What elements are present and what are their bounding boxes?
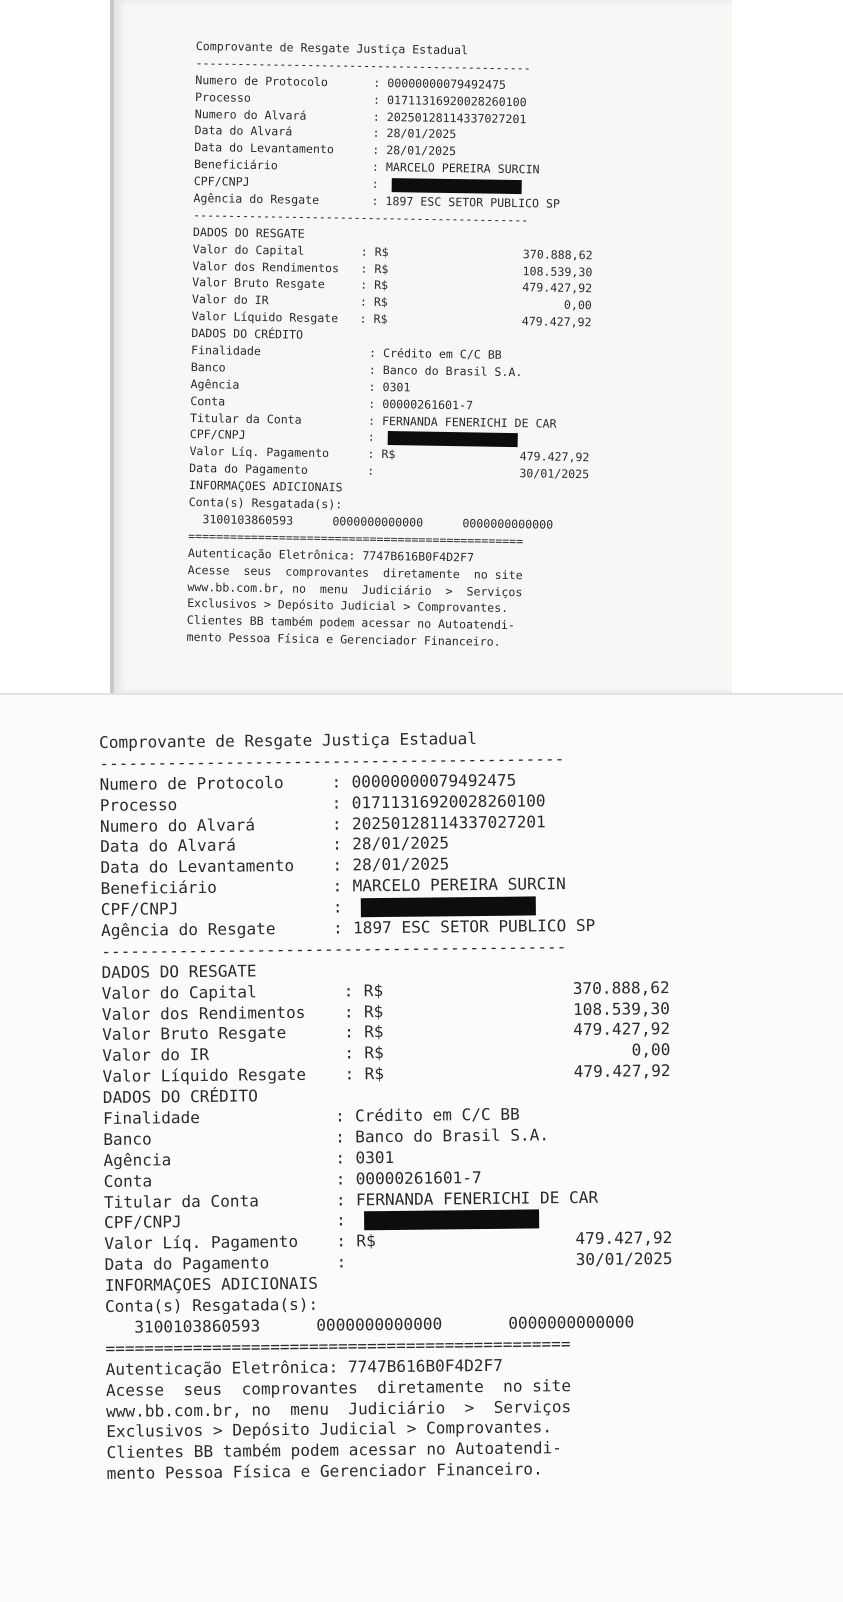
field-row: Finalidade : Crédito em C/C BB: [190, 342, 502, 362]
amount-row: Valor Bruto Resgate : R$ 479.427,92: [192, 275, 593, 296]
field-row: Agência do Resgate : 1897 ESC SETOR PUBLICO SP: [193, 190, 561, 211]
field-value: 28/01/2025: [386, 143, 457, 159]
redaction-bar: [392, 178, 522, 194]
amount-value: 479.427,92: [521, 314, 592, 330]
field-row: Numero de Protocolo : 00000000079492475: [195, 72, 507, 92]
field-label: Numero do Alvará: [99, 814, 256, 836]
field-value: 0301: [382, 379, 411, 395]
field-value: 00000261601-7: [382, 396, 474, 413]
amount-value: 479.427,92: [573, 1019, 671, 1040]
field-label: Data do Alvará: [100, 836, 236, 857]
currency: R$: [363, 1001, 384, 1021]
payment-date-label: Data do Pagamento: [104, 1253, 270, 1275]
currency: R$: [374, 244, 389, 259]
amount-label: Valor Bruto Resgate: [192, 275, 325, 292]
amount-value: 108.539,30: [522, 263, 593, 279]
authentication-code: Autenticação Eletrônica: 7747B616B0F4D2F7: [105, 1355, 504, 1379]
field-row: Conta : 00000261601-7: [103, 1167, 482, 1191]
receipt-title: Comprovante de Resgate Justiça Estadual: [99, 729, 478, 752]
authentication-code: Autenticação Eletrônica: 7747B616B0F4D2F7: [187, 545, 475, 565]
field-label: Data do Alvará: [194, 123, 293, 139]
field-label: CPF/CNPJ: [193, 174, 250, 189]
footer-line: www.bb.com.br, no menu Judiciário > Serviços: [106, 1396, 572, 1421]
amount-label: Valor do Capital: [101, 982, 257, 1003]
field-label: Processo: [194, 89, 252, 105]
field-row: Beneficiário : MARCELO PEREIRA SURCIN: [100, 874, 566, 899]
field-value: MARCELO PEREIRA SURCIN: [352, 874, 566, 896]
dash-separator: ------------------------------------------------: [195, 55, 531, 76]
currency: R$: [363, 980, 384, 1000]
footer-line: mento Pessoa Física e Gerenciador Financeiro.: [186, 630, 501, 650]
field-label: Titular da Conta: [103, 1190, 260, 1212]
amount-row: Valor do Capital : R$ 370.888,62: [192, 241, 593, 262]
dash-separator: ------------------------------------------------: [99, 749, 565, 773]
currency: R$: [374, 261, 389, 276]
currency: R$: [381, 447, 396, 462]
field-row: Numero do Alvará : 20250128114337027201: [99, 811, 546, 836]
amount-row: Valor dos Rendimentos : R$ 108.539,30: [192, 258, 593, 279]
field-label: Beneficiário: [100, 878, 218, 899]
field-row: Titular da Conta : FERNANDA FENERICHI DE CAR: [103, 1187, 599, 1212]
currency: R$: [356, 1231, 376, 1251]
section-heading: INFORMAÇOES ADICIONAIS: [188, 478, 343, 495]
amount-row: Valor dos Rendimentos : R$ 108.539,30: [101, 998, 671, 1024]
field-label: Numero do Alvará: [194, 106, 307, 123]
footer-line: Clientes BB também podem acessar no Autoatendi-: [106, 1438, 563, 1463]
currency: R$: [373, 312, 388, 327]
amount-row: Valor do IR : R$ 0,00: [191, 292, 592, 313]
field-value: FERNANDA FENERICHI DE CAR: [381, 413, 557, 431]
field-label: Banco: [103, 1129, 152, 1149]
footer-line: Clientes BB também podem acessar no Autoatendi-: [186, 613, 515, 633]
field-row: Numero de Protocolo : 00000000079492475: [99, 770, 517, 794]
amount-label: Valor Líquido Resgate: [191, 309, 339, 326]
field-row: CPF/CNPJ :: [104, 1206, 824, 1234]
field-label: Finalidade: [190, 342, 262, 359]
field-value: 1897 ESC SETOR PUBLICO SP: [385, 194, 561, 211]
conta-number: 0000000000000: [316, 1314, 443, 1335]
field-label: Conta: [103, 1171, 153, 1191]
dash-separator: ------------------------------------------------: [193, 207, 529, 228]
footer-line: Exclusivos > Depósito Judicial > Comprovantes.: [187, 596, 509, 616]
payment-date: 30/01/2025: [519, 466, 590, 482]
amount-row: Valor Bruto Resgate : R$ 479.427,92: [102, 1019, 671, 1045]
field-value: 00000261601-7: [355, 1167, 482, 1189]
field-value: 01711316920028260100: [351, 791, 546, 813]
amount-value: 108.539,30: [572, 998, 671, 1019]
field-label: Processo: [99, 794, 178, 815]
field-label: Agência do Resgate: [100, 919, 276, 941]
payment-label: Valor Líq. Pagamento: [104, 1232, 299, 1254]
amount-value: 370.888,62: [572, 977, 670, 998]
amount-label: Valor dos Rendimentos: [192, 258, 340, 275]
payment-date-row: Data do Pagamento : 30/01/2025: [189, 461, 590, 482]
payment-amount: 479.427,92: [575, 1228, 673, 1249]
field-row: Processo : 01711316920028260100: [99, 791, 546, 815]
field-label: Agência: [190, 376, 240, 392]
contas-label: Conta(s) Resgatada(s):: [188, 494, 343, 512]
field-label: Finalidade: [102, 1107, 201, 1129]
amount-label: Valor do IR: [102, 1045, 210, 1066]
field-row: Banco : Banco do Brasil S.A.: [103, 1125, 550, 1149]
field-label: Numero de Protocolo: [195, 72, 329, 89]
field-label: Data do Levantamento: [100, 856, 295, 878]
field-value: 0301: [355, 1147, 395, 1168]
receipt-title: Comprovante de Resgate Justiça Estadual: [195, 38, 469, 58]
amount-value: 479.427,92: [522, 280, 593, 296]
amount-value: 0,00: [631, 1040, 671, 1060]
field-row: Processo : 01711316920028260100: [194, 89, 527, 109]
background-left: [0, 0, 110, 693]
field-row: Numero do Alvará : 20250128114337027201: [194, 106, 527, 126]
field-row: CPF/CNPJ :: [190, 426, 750, 452]
field-label: CPF/CNPJ: [189, 427, 246, 443]
currency: R$: [364, 1064, 385, 1084]
amount-value: 479.427,92: [573, 1061, 671, 1082]
field-value: 20250128114337027201: [386, 109, 527, 126]
field-label: Beneficiário: [193, 157, 278, 173]
section-heading: INFORMAÇOES ADICIONAIS: [104, 1273, 319, 1296]
field-row: Data do Alvará : 28/01/2025: [100, 833, 450, 857]
field-row: Agência : 0301: [190, 376, 411, 395]
payment-label: Valor Líq. Pagamento: [189, 444, 330, 461]
receipt-photo-bottom: [0, 693, 843, 1602]
contas-label: Conta(s) Resgatada(s):: [104, 1294, 319, 1317]
field-row: Data do Levantamento : 28/01/2025: [194, 140, 457, 159]
field-row: Conta : 00000261601-7: [190, 393, 474, 413]
amount-value: 370.888,62: [522, 246, 593, 262]
currency: R$: [373, 295, 388, 310]
amount-label: Valor do IR: [191, 292, 269, 308]
currency: R$: [364, 1022, 384, 1042]
amount-label: Valor do Capital: [192, 241, 305, 258]
currency: R$: [364, 1043, 384, 1063]
field-value: Crédito em C/C BB: [382, 346, 502, 362]
section-heading: DADOS DO RESGATE: [192, 224, 305, 241]
payment-date-label: Data do Pagamento: [189, 461, 309, 478]
field-label: Banco: [190, 359, 226, 375]
field-row: Agência : 0301: [103, 1147, 395, 1170]
payment-amount: 479.427,92: [519, 449, 590, 465]
redaction-bar: [388, 431, 518, 447]
field-value: Banco do Brasil S.A.: [382, 362, 523, 380]
equals-separator: ================================================: [188, 528, 524, 549]
field-value: Crédito em C/C BB: [354, 1104, 520, 1126]
field-row: Agência do Resgate : 1897 ESC SETOR PUBLICO SP: [100, 915, 596, 941]
amount-label: Valor Bruto Resgate: [102, 1023, 287, 1045]
field-value: 28/01/2025: [352, 854, 450, 875]
payment-value-row: Valor Líq. Pagamento : R$ 479.427,92: [104, 1228, 673, 1254]
amount-row: Valor Líquido Resgate : R$ 479.427,92: [191, 309, 592, 330]
redaction-bar: [361, 897, 536, 918]
field-row: Finalidade : Crédito em C/C BB: [102, 1104, 520, 1129]
field-value: 00000000079492475: [387, 75, 507, 92]
conta-number: 0000000000000: [462, 516, 554, 532]
equals-separator: ================================================: [105, 1333, 571, 1358]
payment-date: 30/01/2025: [575, 1249, 673, 1270]
footer-line: Acesse seus comprovantes diretamente no site: [187, 562, 523, 582]
payment-date-row: Data do Pagamento : 30/01/2025: [104, 1249, 673, 1275]
field-label: Numero de Protocolo: [99, 772, 284, 794]
field-label: CPF/CNPJ: [100, 899, 179, 920]
conta-number: 0000000000000: [508, 1312, 635, 1333]
field-row: Banco : Banco do Brasil S.A.: [190, 359, 523, 380]
conta-number: 0000000000000: [332, 514, 424, 530]
field-label: Agência do Resgate: [193, 190, 320, 207]
amount-label: Valor dos Rendimentos: [101, 1002, 306, 1024]
conta-number: 3100103860593: [134, 1316, 261, 1337]
field-label: Data do Levantamento: [194, 140, 334, 157]
field-value: FERNANDA FENERICHI DE CAR: [355, 1187, 599, 1209]
field-value: MARCELO PEREIRA SURCIN: [385, 160, 540, 177]
field-row: Beneficiário : MARCELO PEREIRA SURCIN: [193, 157, 540, 177]
amount-row: Valor do Capital : R$ 370.888,62: [101, 977, 670, 1003]
field-value: Banco do Brasil S.A.: [355, 1125, 550, 1147]
field-label: CPF/CNPJ: [104, 1212, 182, 1233]
amount-value: 0,00: [563, 298, 592, 313]
receipt-text-top: [186, 38, 756, 650]
field-value: 28/01/2025: [352, 833, 450, 854]
field-row: Data do Alvará : 28/01/2025: [194, 123, 457, 142]
receipt-photo-top: [0, 0, 843, 693]
footer-line: mento Pessoa Física e Gerenciador Financeiro.: [106, 1459, 543, 1484]
amount-label: Valor Líquido Resgate: [102, 1065, 307, 1087]
field-value: 20250128114337027201: [351, 811, 546, 833]
section-heading: DADOS DO CRÉDITO: [102, 1086, 258, 1108]
field-label: Agência: [103, 1150, 172, 1170]
payment-value-row: Valor Líq. Pagamento : R$ 479.427,92: [189, 444, 590, 465]
field-label: Conta: [190, 393, 226, 409]
field-row: Data do Levantamento : 28/01/2025: [100, 854, 450, 878]
field-row: CPF/CNPJ :: [194, 173, 754, 199]
footer-line: www.bb.com.br, no menu Judiciário > Serviços: [187, 579, 523, 599]
dash-separator: ------------------------------------------------: [101, 937, 567, 961]
section-heading: DADOS DO CRÉDITO: [191, 326, 304, 342]
amount-row: Valor Líquido Resgate : R$ 479.427,92: [102, 1061, 671, 1087]
section-heading: DADOS DO RESGATE: [101, 961, 257, 982]
field-row: CPF/CNPJ :: [101, 893, 821, 921]
footer-line: Acesse seus comprovantes diretamente no site: [105, 1375, 572, 1400]
field-value: 01711316920028260100: [386, 92, 527, 109]
field-value: 28/01/2025: [386, 126, 457, 142]
redaction-bar: [364, 1210, 539, 1231]
receipt-text-bottom: [99, 729, 819, 1485]
currency: R$: [374, 278, 389, 293]
field-row: Titular da Conta : FERNANDA FENERICHI DE CAR: [189, 410, 557, 431]
field-label: Titular da Conta: [189, 410, 302, 427]
footer-line: Exclusivos > Depósito Judicial > Comprovantes.: [106, 1417, 553, 1442]
field-value: 00000000079492475: [351, 770, 517, 792]
amount-row: Valor do IR : R$ 0,00: [102, 1040, 671, 1066]
field-value: 1897 ESC SETOR PUBLICO SP: [352, 915, 596, 938]
conta-number: 3100103860593: [202, 512, 294, 528]
